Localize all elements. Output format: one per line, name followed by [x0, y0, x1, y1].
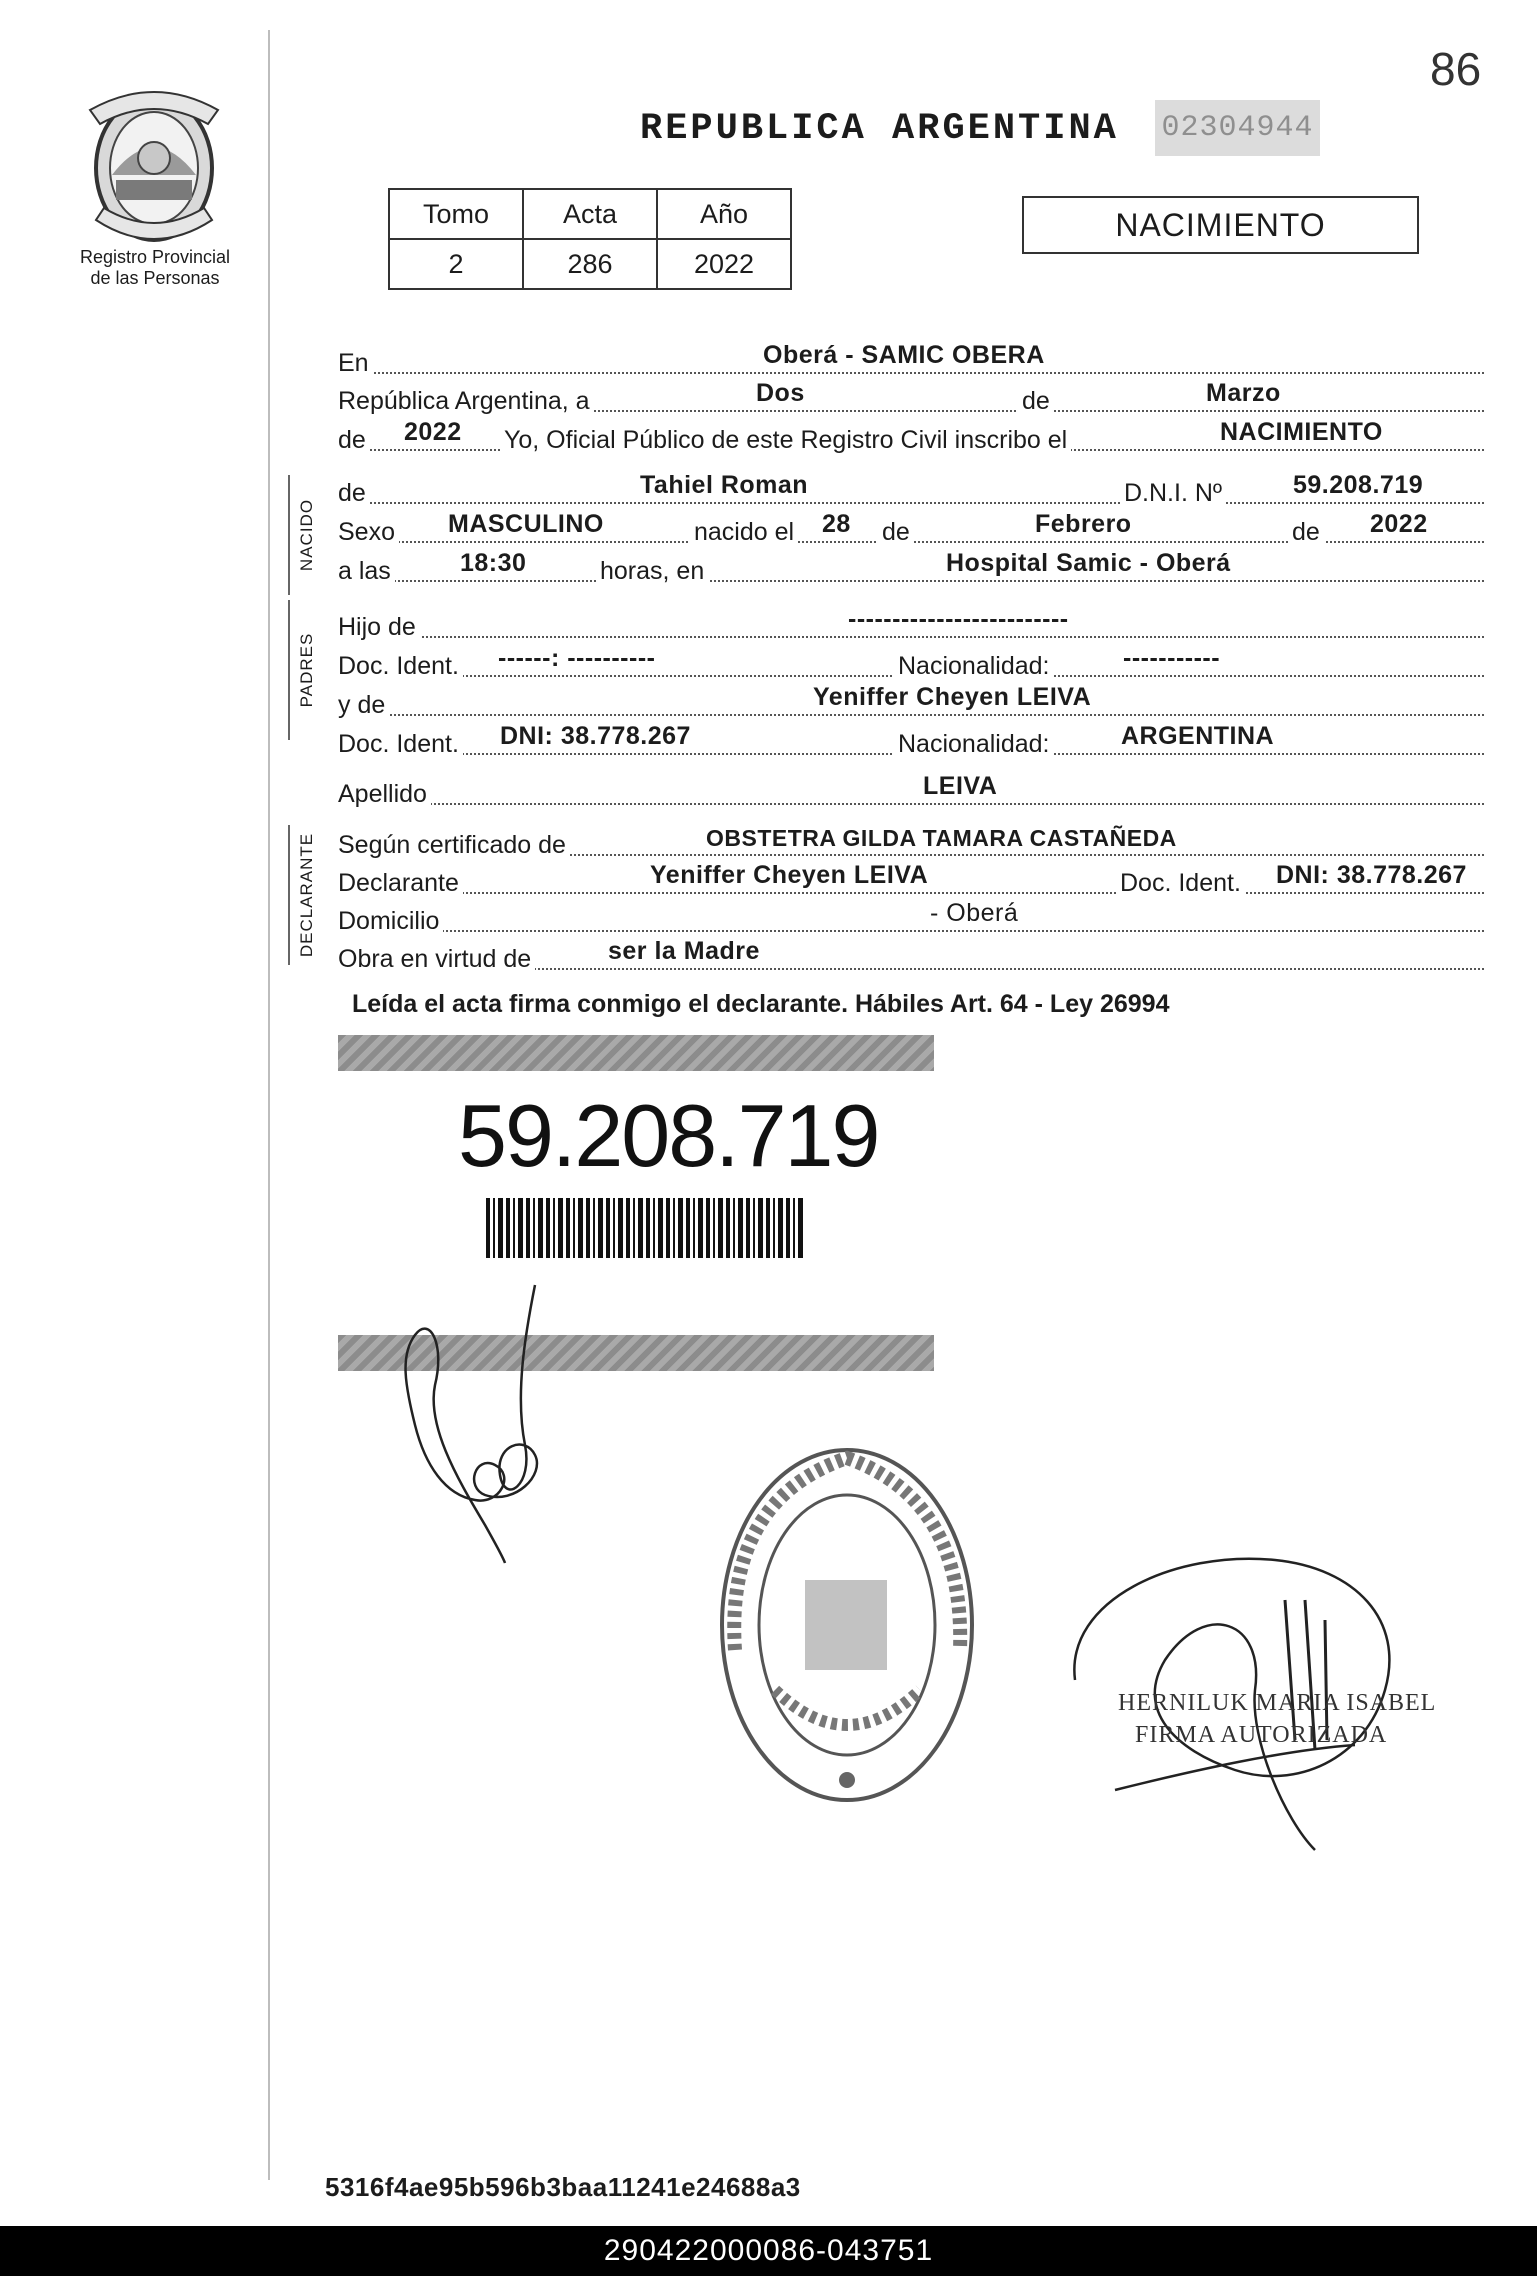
- label-de-anio: de: [338, 426, 370, 455]
- value-lugar-nacimiento: Hospital Samic - Oberá: [946, 549, 1231, 577]
- row-padre-doc: [338, 637, 1484, 680]
- value-en-virtud: ser la Madre: [608, 937, 760, 965]
- value-padre-nacionalidad: -----------: [1123, 644, 1221, 672]
- footer-code: 290422000086-043751: [603, 2234, 934, 2267]
- label-segun-certificado: Según certificado de: [338, 831, 570, 860]
- value-mes-inscripcion: Marzo: [1206, 379, 1281, 407]
- section-label-nacido: NACIDO: [297, 498, 316, 572]
- table-value-row: [389, 239, 791, 289]
- registry-seal: [715, 1440, 980, 1810]
- record-type-box: NACIMIENTO: [1022, 196, 1419, 254]
- section-label-declarante: DECLARANTE: [297, 832, 316, 958]
- table-header-acta: Acta: [523, 189, 657, 239]
- closing-statement: Leída el acta firma conmigo el declarante. Hábiles Art. 64 - Ley 26994: [352, 990, 1170, 1018]
- label-declarante: Declarante: [338, 869, 463, 898]
- value-padre-doc: ------: ----------: [498, 644, 656, 672]
- label-nacionalidad-madre: Nacionalidad:: [894, 730, 1054, 759]
- label-en: En: [338, 349, 373, 378]
- row-apellido: [338, 765, 1484, 808]
- value-sexo: MASCULINO: [448, 510, 604, 538]
- row-republica: [338, 372, 1484, 415]
- label-de-mes: de: [1018, 387, 1054, 416]
- section-label-padres: PADRES: [297, 632, 316, 708]
- table-header-tomo: Tomo: [389, 189, 523, 239]
- officer-signature: [385, 1275, 565, 1565]
- value-anio-inscripcion: 2022: [404, 418, 462, 446]
- value-hora: 18:30: [460, 549, 527, 577]
- value-padre: -------------------------: [848, 605, 1069, 633]
- label-republica-a: República Argentina, a: [338, 387, 594, 416]
- row-hijo-de: [338, 598, 1484, 641]
- value-tipo-inscripcion: NACIMIENTO: [1220, 418, 1383, 446]
- label-de-nombre: de: [338, 479, 370, 508]
- label-nacionalidad-padre: Nacionalidad:: [894, 652, 1054, 681]
- table-header-anio: Año: [657, 189, 791, 239]
- label-doc-ident-madre: Doc. Ident.: [338, 730, 463, 759]
- value-nombre: Tahiel Roman: [640, 471, 809, 499]
- label-dni: D.N.I. Nº: [1120, 479, 1226, 508]
- value-declarante: Yeniffer Cheyen LEIVA: [650, 861, 929, 889]
- label-doc-ident-declarante: Doc. Ident.: [1116, 869, 1245, 898]
- value-declarante-doc: DNI: 38.778.267: [1276, 861, 1467, 889]
- authority-title: FIRMA AUTORIZADA: [1135, 1722, 1388, 1748]
- table-value-acta: 286: [523, 239, 657, 289]
- label-a-las: a las: [338, 557, 395, 586]
- row-en: [338, 334, 1484, 377]
- label-yo-oficial: Yo, Oficial Público de este Registro Civil inscribo el: [500, 426, 1071, 455]
- label-sexo: Sexo: [338, 518, 399, 547]
- margin-rule: [268, 30, 270, 2180]
- value-lugar: Oberá - SAMIC OBERA: [763, 341, 1045, 369]
- label-de-anio-nac: de: [1288, 518, 1324, 547]
- logo-caption-line2: de las Personas: [90, 268, 220, 288]
- row-obra-en-virtud: [338, 930, 1484, 973]
- value-madre: Yeniffer Cheyen LEIVA: [813, 683, 1092, 711]
- logo-caption: [60, 247, 250, 289]
- value-certificado: OBSTETRA GILDA TAMARA CASTAÑEDA: [706, 825, 1177, 851]
- row-anio-inscripcion: [338, 411, 1484, 454]
- label-de-dia: de: [878, 518, 914, 547]
- row-declarante: [338, 854, 1484, 897]
- label-obra-en-virtud: Obra en virtud de: [338, 945, 535, 974]
- value-anio-nacimiento: 2022: [1370, 510, 1428, 538]
- serial-number: 02304944: [1155, 100, 1320, 156]
- section-declarante: [288, 825, 324, 965]
- label-domicilio: Domicilio: [338, 907, 443, 936]
- authority-name: HERNILUK MARIA ISABEL: [1118, 1690, 1437, 1716]
- row-y-de: [338, 676, 1484, 719]
- row-hora: [338, 542, 1484, 585]
- logo-caption-line1: Registro Provincial: [79, 247, 231, 267]
- record-reference-table: [388, 188, 792, 290]
- label-horas-en: horas, en: [596, 557, 708, 586]
- label-hijo-de: Hijo de: [338, 613, 420, 642]
- provincial-coat-of-arms-logo: [82, 80, 227, 250]
- row-madre-doc: [338, 715, 1484, 758]
- value-madre-doc: DNI: 38.778.267: [500, 722, 691, 750]
- table-header-row: [389, 189, 791, 239]
- label-doc-ident-padre: Doc. Ident.: [338, 652, 463, 681]
- row-certificado: [338, 816, 1484, 859]
- table-value-tomo: 2: [389, 239, 523, 289]
- label-apellido: Apellido: [338, 780, 431, 809]
- dni-label-number: 59.208.719: [458, 1086, 879, 1185]
- section-nacido: [288, 475, 324, 595]
- label-top-band: [338, 1035, 934, 1071]
- section-padres: [288, 600, 324, 740]
- value-mes-nacimiento: Febrero: [1035, 510, 1132, 538]
- barcode: [486, 1198, 806, 1258]
- row-domicilio: [338, 892, 1484, 935]
- page-number: 86: [1430, 43, 1482, 95]
- label-nacido-el: nacido el: [690, 518, 798, 547]
- value-dia-inscripcion: Dos: [756, 379, 805, 407]
- document-title: REPUBLICA ARGENTINA: [640, 108, 1119, 150]
- value-madre-nacionalidad: ARGENTINA: [1121, 722, 1275, 750]
- value-apellido: LEIVA: [923, 772, 998, 800]
- row-sexo: [338, 503, 1484, 546]
- value-dni: 59.208.719: [1293, 471, 1424, 499]
- row-nombre: [338, 464, 1484, 507]
- table-value-anio: 2022: [657, 239, 791, 289]
- value-domicilio: - Oberá: [930, 899, 1019, 927]
- document-hash: 5316f4ae95b596b3baa11241e24688a3: [325, 2172, 801, 2202]
- value-dia-nacimiento: 28: [822, 510, 851, 538]
- label-y-de: y de: [338, 691, 389, 720]
